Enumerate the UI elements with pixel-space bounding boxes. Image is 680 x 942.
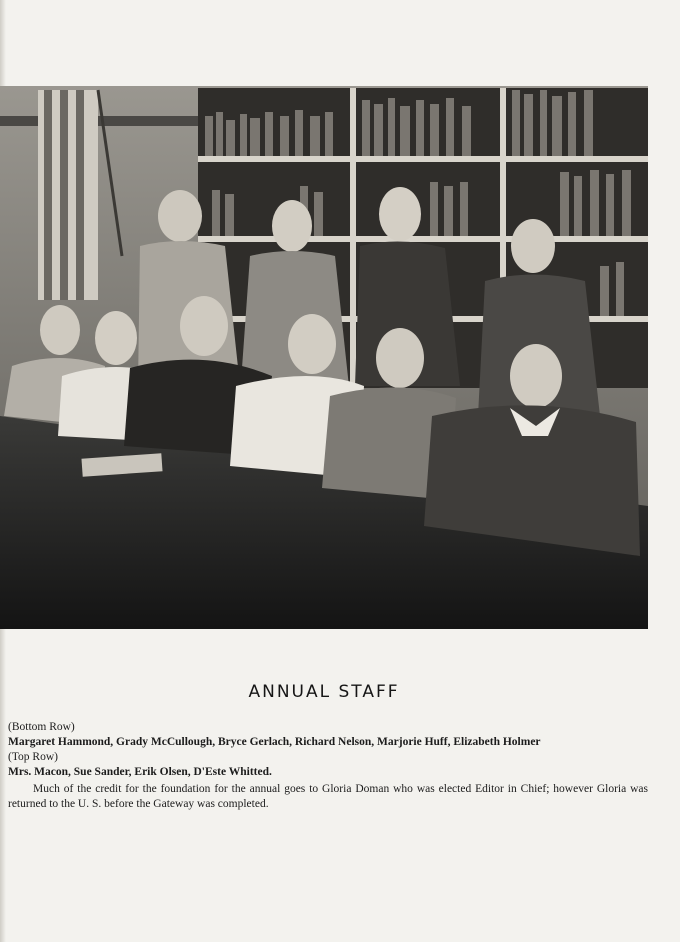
caption-title: ANNUAL STAFF bbox=[248, 682, 400, 702]
caption-paragraph: Much of the credit for the foundation for the annual goes to Gloria Doman who was elected Editor in Chief; however Gloria was returned to the U. S. before the Gateway was completed. bbox=[8, 783, 648, 810]
bottom-row-label: (Bottom Row) bbox=[8, 721, 75, 733]
staff-group-photo bbox=[0, 86, 648, 629]
top-row-names: Mrs. Macon, Sue Sander, Erik Olsen, D'Este Whitted. bbox=[8, 766, 272, 778]
top-row-label: (Top Row) bbox=[8, 751, 58, 763]
bottom-row-names: Margaret Hammond, Grady McCullough, Bryce Gerlach, Richard Nelson, Marjorie Huff, Elizabeth Holmer bbox=[8, 736, 541, 748]
photo-illustration bbox=[0, 86, 648, 629]
caption-text-block bbox=[8, 720, 648, 812]
